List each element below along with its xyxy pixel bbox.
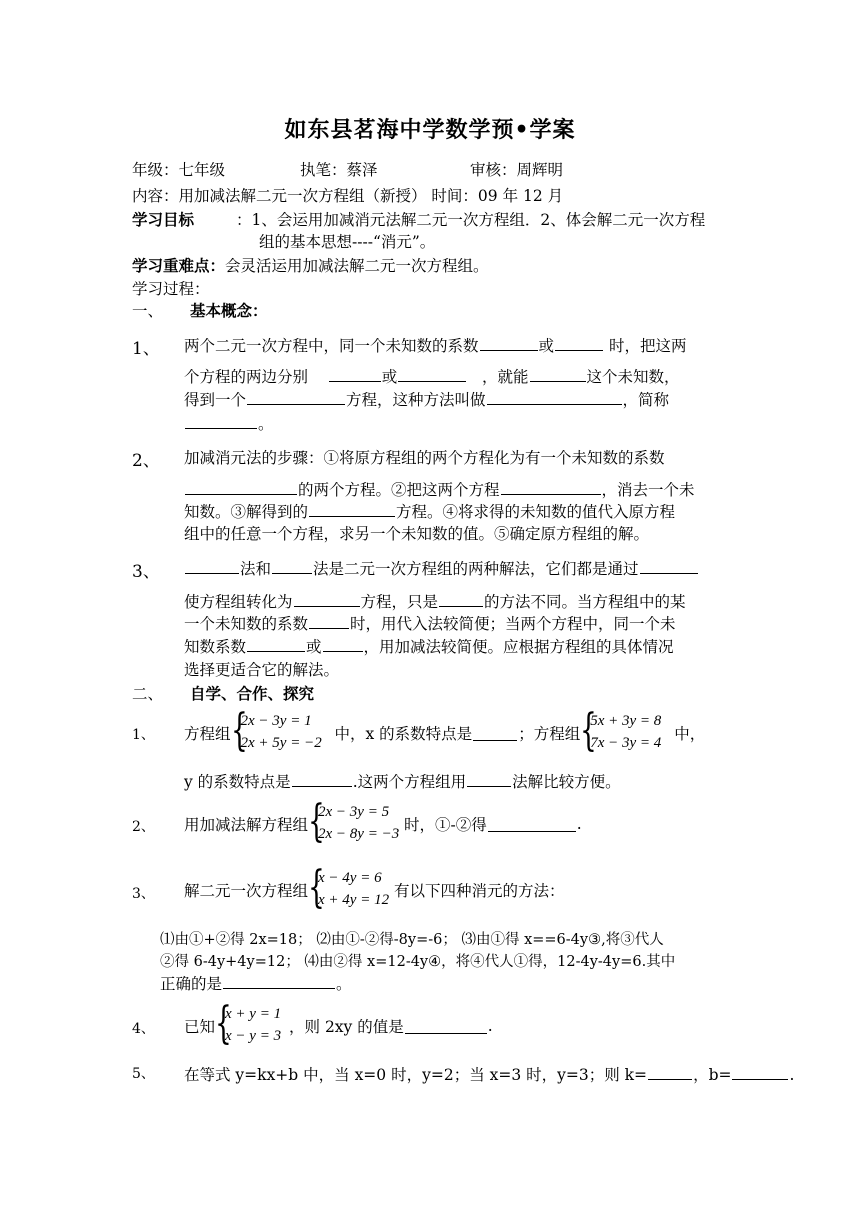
q1-text: 或 — [381, 368, 398, 386]
page-title: 如东县茗海中学数学预•学案 — [284, 117, 576, 143]
q2-line-4: 组中的任意一个方程，求另一个未知数的值。⑤确定原方程组的解。 — [184, 525, 650, 543]
blank — [247, 637, 305, 652]
q2-line-3 — [184, 500, 675, 522]
q3-text: ，用加减法较简便。应根据方程组的具体情况 — [363, 638, 674, 656]
difficulty-label: 学习重难点： — [132, 256, 226, 275]
p3-text: 有以下四种消元的方法： — [394, 882, 565, 900]
p1-text: ；方程组 — [518, 725, 581, 743]
q2-text: ，消去一个未 — [601, 481, 695, 499]
blank — [294, 592, 360, 607]
q1-line-4 — [184, 412, 274, 434]
p1-line-1 — [184, 705, 706, 757]
q1-line-1 — [184, 334, 686, 356]
p5-text: . — [789, 1066, 795, 1084]
blank — [272, 559, 312, 574]
equation-system-1 — [230, 705, 322, 756]
blank — [185, 559, 239, 574]
section2-title: 自学、合作、探究 — [190, 684, 315, 703]
p1-line-2 — [184, 770, 621, 792]
equation: 5x + 3y = 8 — [590, 713, 662, 729]
q3-num: 3、 — [132, 562, 160, 582]
q3-line-1 — [184, 557, 699, 579]
equation: x − 4y = 6 — [318, 870, 382, 886]
p2-num: 2、 — [132, 819, 155, 835]
blank — [398, 367, 466, 382]
blank — [467, 772, 511, 787]
p4-line — [184, 998, 493, 1050]
equation: x + 4y = 12 — [318, 892, 390, 908]
blank — [439, 592, 483, 607]
p1-text: .这两个方程组用 — [352, 773, 467, 791]
q1-text: 方程，这种方法叫做 — [346, 391, 486, 409]
equation: 2x − 3y = 1 — [240, 713, 312, 729]
q1-text: ，就能 — [482, 368, 529, 386]
equation: x + y = 1 — [225, 1006, 282, 1022]
blank — [309, 502, 395, 517]
q1-text: 。 — [258, 415, 274, 433]
p1-text: 法解比较方便。 — [512, 773, 621, 791]
p4-text: ，则 2xy 的值是 — [289, 1018, 404, 1036]
q3-line-2 — [184, 590, 686, 612]
equation-system — [215, 998, 282, 1049]
grade-label: 年级：七年级 — [132, 161, 226, 179]
q3-text: 或 — [306, 638, 322, 656]
goals-line-1: ：1、会运用加减消元法解二元一次方程组．2、体会解二元一次方程 — [236, 211, 706, 229]
blank — [292, 772, 352, 787]
blank — [640, 559, 698, 574]
p5-text: ，b= — [693, 1066, 732, 1084]
p3-method-2: ②得 6-4y+4y=12； ⑷由②得 x=12-4y④，将④代人①得，12-4y-4y=6.其中 — [160, 954, 676, 970]
q1-text: ，简称 — [622, 391, 670, 409]
blank — [732, 1065, 788, 1080]
p4-num: 4、 — [132, 1021, 155, 1037]
p2-text: 用加减法解方程组 — [184, 816, 309, 834]
equation: 7x − 3y = 4 — [590, 735, 662, 751]
equation-system — [308, 862, 390, 913]
q2-line-1: 加减消元法的步骤：①将原方程组的两个方程化为有一个未知数的系数 — [184, 449, 665, 467]
p1-num: 1、 — [132, 727, 155, 743]
p4-text: . — [487, 1017, 493, 1035]
q3-text: 法是二元一次方程组的两种解法，它们都是通过 — [313, 560, 639, 578]
p4-text: 已知 — [184, 1018, 216, 1036]
p1-text: y 的系数特点是 — [184, 773, 291, 791]
brace-icon: { — [308, 796, 325, 847]
p1-text: 中， — [674, 725, 706, 743]
q2-num: 2、 — [132, 451, 160, 471]
p1-text: 中，x 的系数特点是 — [334, 725, 473, 743]
equation-system-2 — [580, 705, 662, 756]
q2-line-2 — [184, 478, 695, 500]
q3-text: 的方法不同。当方程组中的某 — [484, 593, 686, 611]
difficulty-text: 会灵活运用加减法解二元一次方程组。 — [225, 257, 489, 275]
p2-line — [184, 796, 582, 848]
equation: 2x − 8y = −3 — [318, 826, 400, 842]
reviewer-label: 审核：周辉明 — [470, 161, 564, 179]
goals-line-2: 组的基本思想----“消元”。 — [259, 233, 436, 251]
blank — [309, 614, 349, 629]
equation: 2x + 5y = −2 — [240, 735, 322, 751]
p5-text: 在等式 y=kx+b 中，当 x=0 时，y=2；当 x=3 时，y=3；则 k= — [184, 1066, 648, 1084]
section1-num: 一、 — [132, 302, 164, 320]
blank — [473, 726, 517, 741]
q3-text: 一个未知数的系数 — [184, 615, 309, 633]
content-label: 内容：用加减法解二元一次方程组（新授） 时间：09 年 12 月 — [132, 187, 564, 205]
q1-text: 两个二元一次方程中，同一个未知数的系数 — [184, 337, 479, 355]
q3-text: 时，用代入法较简便；当两个方程中，同一个未 — [350, 615, 676, 633]
brace-icon: { — [230, 705, 248, 756]
q2-text: 知数。③解得到的 — [184, 503, 309, 521]
section1-title: 基本概念： — [190, 301, 268, 320]
q1-text: 得到一个 — [184, 391, 247, 409]
blank — [648, 1065, 692, 1080]
q1-text: 或 — [538, 337, 555, 355]
p1-text: 方程组 — [184, 725, 231, 743]
p3-num: 3、 — [132, 886, 155, 902]
blank — [501, 480, 601, 495]
p3-text: 。 — [336, 975, 352, 993]
blank — [185, 480, 297, 495]
q1-text: 时，把这两 — [608, 337, 687, 355]
q1-line-2 — [184, 365, 680, 387]
p3-text: 正确的是 — [160, 975, 223, 993]
q3-line-5: 选择更适合它的解法。 — [184, 661, 340, 679]
blank — [247, 390, 345, 405]
blank — [223, 974, 335, 989]
blank — [185, 414, 257, 429]
q3-text: 方程，只是 — [360, 593, 439, 611]
q1-text: 个方程的两边分别 — [184, 368, 309, 386]
p3-line — [184, 862, 565, 914]
blank — [480, 336, 538, 351]
q3-line-4 — [184, 635, 674, 657]
q1-num: 1、 — [132, 339, 160, 359]
blank — [329, 367, 381, 382]
goals-label: 学习目标 — [132, 210, 195, 229]
blank — [323, 637, 363, 652]
equation: 2x − 3y = 5 — [318, 804, 390, 820]
process-label: 学习过程： — [132, 280, 210, 298]
p3-method-1: ⑴由①+②得 2x=18； ⑵由①-②得-8y=-6； ⑶由①得 x==6-4y③,将③代人 — [160, 932, 664, 948]
blank — [488, 817, 576, 832]
difficulty — [132, 254, 489, 276]
blank — [530, 367, 586, 382]
equation: x − y = 3 — [225, 1028, 282, 1044]
p5-line — [184, 1063, 794, 1085]
q3-text: 使方程组转化为 — [184, 593, 293, 611]
equation-system — [308, 796, 400, 847]
q3-line-3 — [184, 612, 676, 634]
p2-text: 时，①-②得 — [404, 816, 487, 834]
p2-text: . — [576, 815, 582, 833]
p5-num: 5、 — [132, 1066, 155, 1082]
section2-num: 二、 — [132, 685, 164, 703]
q3-text: 法和 — [240, 560, 272, 578]
q1-text: 这个未知数， — [586, 368, 680, 386]
blank — [487, 390, 622, 405]
q2-text: 方程。④将求得的未知数的值代入原方程 — [396, 503, 676, 521]
brace-icon: { — [215, 998, 232, 1049]
brace-icon: { — [580, 705, 598, 756]
blank — [555, 336, 603, 351]
author-label: 执笔：蔡泽 — [300, 161, 378, 179]
q1-line-3 — [184, 388, 669, 410]
p3-text: 解二元一次方程组 — [184, 882, 309, 900]
brace-icon: { — [308, 862, 325, 913]
blank — [405, 1019, 487, 1034]
q3-text: 知数系数 — [184, 638, 247, 656]
q2-text: 的两个方程。②把这两个方程 — [298, 481, 500, 499]
p3-method-3 — [160, 972, 352, 994]
